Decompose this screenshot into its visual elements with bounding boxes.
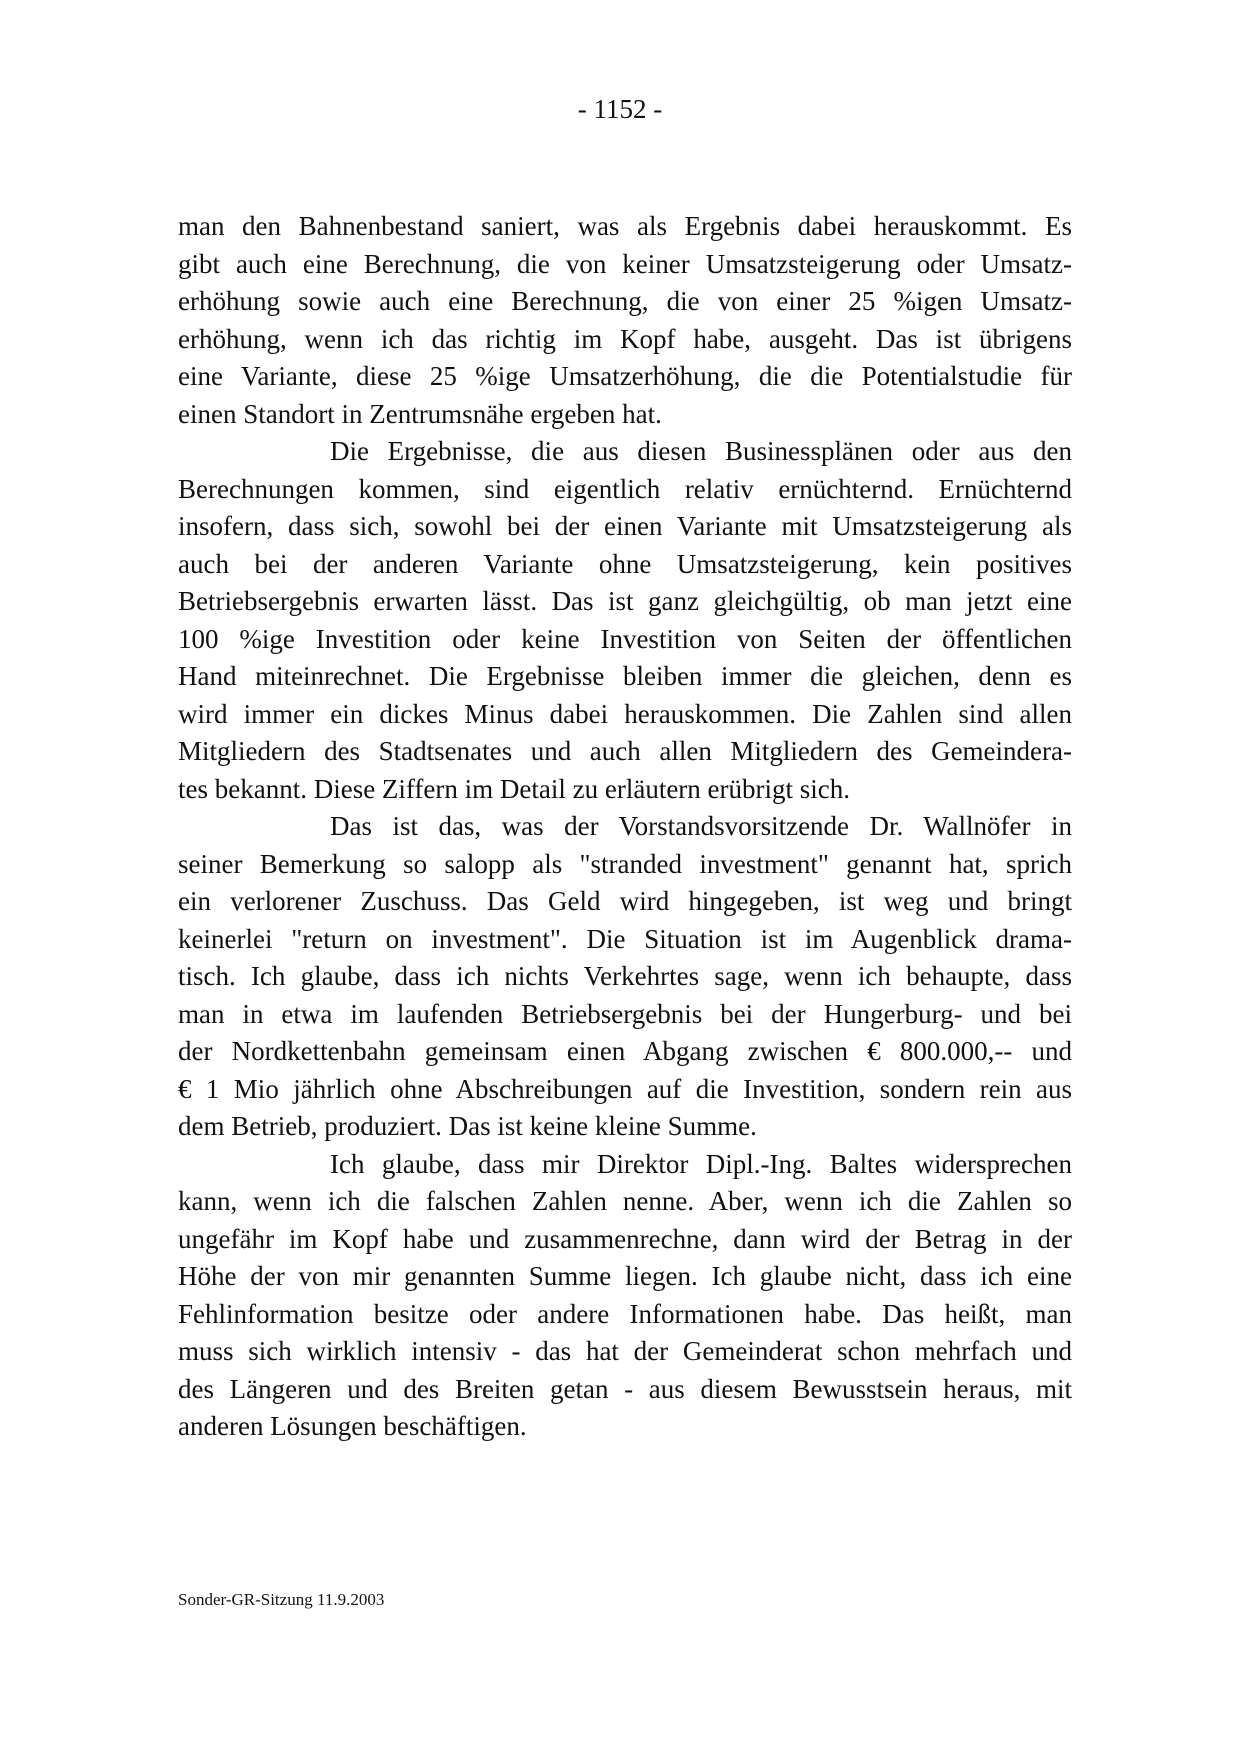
text-line: gibt auch eine Berechnung, die von keiner Umsatzsteigerung oder Umsatz- (178, 248, 1072, 279)
text-line: anderen Lösungen beschäftigen. (178, 1411, 527, 1441)
text-line: dem Betrieb, produziert. Das ist keine kleine Summe. (178, 1111, 757, 1141)
text-line: 100 %ige Investition oder keine Investition von Seiten der öffentlichen (178, 623, 1072, 654)
text-line: Das ist das, was der Vorstandsvorsitzende Dr. Wallnöfer in (330, 811, 1072, 841)
text-line: eine Variante, diese 25 %ige Umsatzerhöhung, die die Potentialstudie für (178, 361, 1072, 391)
text-line: insofern, dass sich, sowohl bei der einen Variante mit Umsatzsteigerung als (178, 511, 1072, 541)
page-number: - 1152 - (577, 94, 663, 124)
text-line: einen Standort in Zentrumsnähe ergeben hat. (178, 398, 662, 429)
text-line: erhöhung, wenn ich das richtig im Kopf habe, ausgeht. Das ist übrigens (178, 323, 1072, 354)
text-line: seiner Bemerkung so salopp als "stranded investment" genannt hat, sprich (178, 848, 1072, 879)
text-line: auch bei der anderen Variante ohne Umsatzsteigerung, kein positives (178, 548, 1072, 579)
text-line: Betriebsergebnis erwarten lässt. Das ist ganz gleichgültig, ob man jetzt eine (178, 586, 1072, 616)
text-line: keinerlei "return on investment". Die Situation ist im Augenblick drama- (178, 923, 1072, 954)
body-text (178, 208, 1072, 1446)
text-line: tes bekannt. Diese Ziffern im Detail zu erläutern erübrigt sich. (178, 773, 851, 804)
text-line: Mitgliedern des Stadtsenates und auch allen Mitgliedern des Gemeindera- (178, 736, 1072, 766)
text-line: kann, wenn ich die falschen Zahlen nenne. Aber, wenn ich die Zahlen so (178, 1186, 1072, 1216)
text-line: man in etwa im laufenden Betriebsergebnis bei der Hungerburg- und bei (178, 998, 1072, 1029)
text-line: Berechnungen kommen, sind eigentlich relativ ernüchternd. Ernüchternd (178, 473, 1072, 504)
paragraph (178, 433, 1072, 808)
text-line: Die Ergebnisse, die aus diesen Businessplänen oder aus den (330, 436, 1072, 466)
paragraph (178, 208, 1072, 433)
text-line: man den Bahnenbestand saniert, was als Ergebnis dabei herauskommt. Es (178, 211, 1072, 241)
text-line: muss sich wirklich intensiv - das hat der Gemeinderat schon mehrfach und (178, 1336, 1072, 1366)
paragraph (178, 1146, 1072, 1446)
text-line: erhöhung sowie auch eine Berechnung, die von einer 25 %igen Umsatz- (178, 286, 1072, 316)
text-line: Höhe der von mir genannten Summe liegen. Ich glaube nicht, dass ich eine (178, 1261, 1072, 1291)
text-line: Fehlinformation besitze oder andere Informationen habe. Das heißt, man (178, 1298, 1072, 1329)
text-line: Ich glaube, dass mir Direktor Dipl.-Ing. Baltes widersprechen (330, 1148, 1072, 1179)
footer-session-date: Sonder-GR-Sitzung 11.9.2003 (178, 1590, 385, 1609)
paragraph (178, 808, 1072, 1146)
text-line: tisch. Ich glaube, dass ich nichts Verkehrtes sage, wenn ich behaupte, dass (178, 961, 1072, 991)
text-line: wird immer ein dickes Minus dabei herauskommen. Die Zahlen sind allen (178, 698, 1072, 729)
text-line: ungefähr im Kopf habe und zusammenrechne, dann wird der Betrag in der (178, 1223, 1072, 1254)
text-line: des Längeren und des Breiten getan - aus diesem Bewusstsein heraus, mit (178, 1373, 1072, 1404)
text-line: der Nordkettenbahn gemeinsam einen Abgang zwischen € 800.000,-- und (178, 1036, 1072, 1066)
text-line: ein verlorener Zuschuss. Das Geld wird hingegeben, ist weg und bringt (178, 886, 1072, 916)
text-line: € 1 Mio jährlich ohne Abschreibungen auf die Investition, sondern rein aus (178, 1073, 1072, 1104)
text-line: Hand miteinrechnet. Die Ergebnisse bleiben immer die gleichen, denn es (178, 661, 1072, 691)
